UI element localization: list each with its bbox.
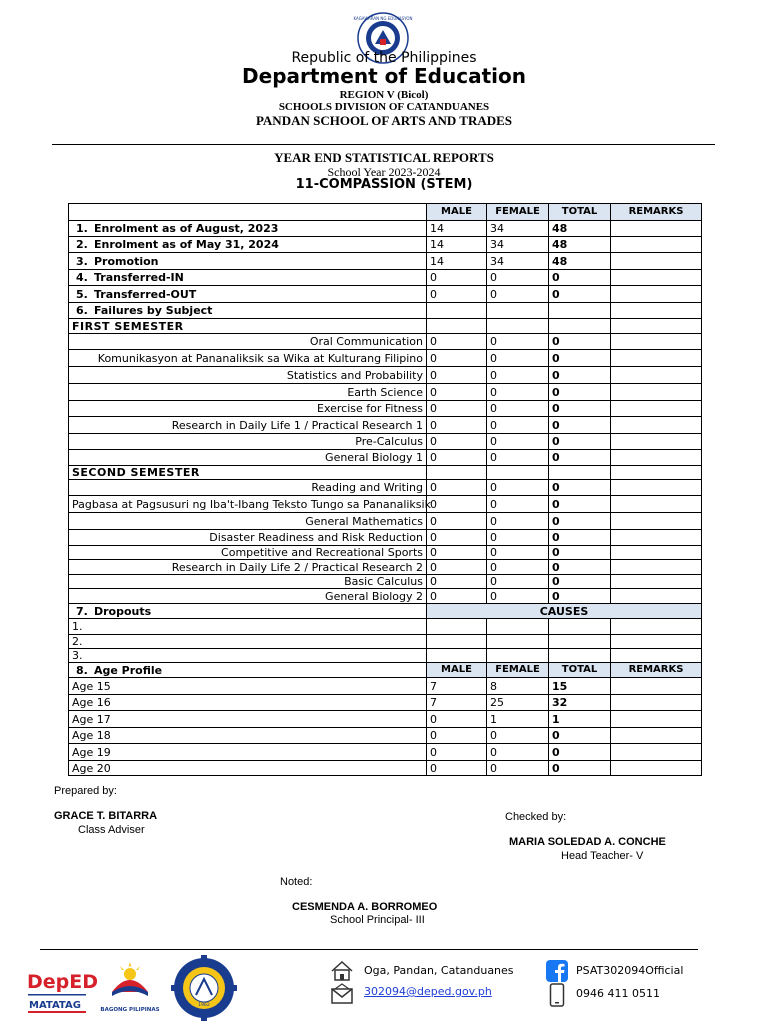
male-value: 14 — [427, 253, 487, 270]
footer-divider — [40, 949, 698, 950]
remarks-cell — [611, 695, 702, 711]
total-value: 0 — [549, 450, 611, 466]
male-value: 0 — [427, 575, 487, 589]
female-value: 34 — [487, 237, 549, 253]
empty-cell — [487, 649, 549, 663]
svg-text:1962: 1962 — [198, 1003, 210, 1008]
prepared-by-title: Class Adviser — [78, 824, 145, 836]
age-label: Age 16 — [69, 695, 427, 711]
causes-header: CAUSES — [427, 604, 702, 619]
subject-name: Exercise for Fitness — [69, 401, 427, 417]
remarks-cell — [611, 334, 702, 350]
dropout-item: 2. — [69, 635, 427, 649]
subject-row — [69, 480, 702, 496]
noted-label: Noted: — [280, 876, 313, 888]
subject-name: Basic Calculus — [69, 575, 427, 589]
table-row — [69, 221, 702, 237]
empty-cell — [549, 466, 611, 480]
total-value: 0 — [549, 530, 611, 546]
subject-row — [69, 496, 702, 513]
female-value: 34 — [487, 221, 549, 237]
subject-name: Disaster Readiness and Risk Reduction — [69, 530, 427, 546]
empty-cell — [549, 649, 611, 663]
subject-row — [69, 367, 702, 384]
item-label: Enrolment as of May 31, 2024 — [94, 238, 279, 251]
dropout-row — [69, 649, 702, 663]
female-value: 0 — [487, 513, 549, 530]
remarks-cell — [611, 480, 702, 496]
subject-name: Komunikasyon at Pananaliksik sa Wika at Kulturang Filipino — [69, 350, 427, 367]
region-text: REGION V (Bicol) — [339, 89, 429, 101]
age-row — [69, 761, 702, 776]
male-value: 0 — [427, 480, 487, 496]
item-number: 3. — [76, 254, 88, 268]
female-value: 0 — [487, 560, 549, 575]
empty-cell — [611, 635, 702, 649]
item-number: 1. — [76, 222, 88, 235]
subject-row — [69, 513, 702, 530]
male-value: 14 — [427, 221, 487, 237]
remarks-cell — [611, 761, 702, 776]
age-row — [69, 711, 702, 728]
table-row — [69, 604, 702, 619]
dropouts-label — [69, 604, 427, 619]
table-header-row — [69, 204, 702, 221]
table-row — [69, 303, 702, 319]
noted-by-title: School Principal- III — [330, 914, 425, 926]
subject-row — [69, 350, 702, 367]
total-value: 0 — [549, 546, 611, 560]
prepared-by-label: Prepared by: — [54, 785, 117, 797]
email-icon — [330, 983, 354, 1005]
empty-cell — [427, 635, 487, 649]
column-header-female: FEMALE — [487, 204, 549, 221]
remarks-cell — [611, 270, 702, 286]
empty-cell — [427, 319, 487, 334]
remarks-cell — [611, 350, 702, 367]
item-label: Transferred-OUT — [94, 287, 197, 301]
total-value: 0 — [549, 560, 611, 575]
remarks-cell — [611, 384, 702, 401]
remarks-cell — [611, 221, 702, 237]
column-header-female: FEMALE — [487, 663, 549, 678]
empty-cell — [549, 619, 611, 635]
subject-row — [69, 575, 702, 589]
subject-row — [69, 334, 702, 350]
second-semester-label: SECOND SEMESTER — [69, 466, 427, 480]
male-value: 0 — [427, 560, 487, 575]
table-row — [69, 253, 702, 270]
semester-row — [69, 319, 702, 334]
svg-text:KAGAWARAN NG EDUKASYON: KAGAWARAN NG EDUKASYON — [353, 16, 413, 21]
female-value: 0 — [487, 728, 549, 744]
row-label — [69, 237, 427, 253]
item-number: 2. — [76, 238, 88, 251]
total-value: 0 — [549, 480, 611, 496]
subject-name: Pre-Calculus — [69, 434, 427, 450]
subject-name: Oral Communication — [69, 334, 427, 350]
republic-text: Republic of the Philippines — [291, 50, 477, 66]
empty-cell — [427, 303, 487, 319]
item-label: Age Profile — [94, 663, 163, 677]
remarks-cell — [611, 589, 702, 604]
empty-cell — [611, 466, 702, 480]
semester-row — [69, 466, 702, 480]
total-value: 0 — [549, 350, 611, 367]
row-label — [69, 270, 427, 286]
male-value: 0 — [427, 286, 487, 303]
total-value: 0 — [549, 728, 611, 744]
failures-label — [69, 303, 427, 319]
subject-name: General Mathematics — [69, 513, 427, 530]
total-value: 0 — [549, 367, 611, 384]
total-value: 48 — [549, 221, 611, 237]
remarks-cell — [611, 728, 702, 744]
remarks-cell — [611, 434, 702, 450]
bagong-pilipinas-logo — [100, 958, 160, 1016]
table-row — [69, 237, 702, 253]
male-value: 0 — [427, 401, 487, 417]
subject-row — [69, 589, 702, 604]
department-title: Department of Education — [242, 64, 526, 88]
remarks-cell — [611, 744, 702, 761]
school-seal-logo — [168, 955, 240, 1021]
total-value: 32 — [549, 695, 611, 711]
female-value: 0 — [487, 401, 549, 417]
female-value: 34 — [487, 253, 549, 270]
remarks-cell — [611, 401, 702, 417]
female-value: 1 — [487, 711, 549, 728]
section-title: 11-COMPASSION (STEM) — [295, 177, 473, 192]
item-number: 7. — [76, 604, 88, 618]
svg-text:DepED: DepED — [27, 971, 99, 993]
total-value: 15 — [549, 678, 611, 695]
dropout-item: 3. — [69, 649, 427, 663]
subject-name: Reading and Writing — [69, 480, 427, 496]
subject-row — [69, 417, 702, 434]
empty-cell — [487, 319, 549, 334]
male-value: 14 — [427, 237, 487, 253]
male-value: 0 — [427, 496, 487, 513]
male-value: 0 — [427, 270, 487, 286]
female-value: 0 — [487, 530, 549, 546]
male-value: 0 — [427, 384, 487, 401]
subject-row — [69, 434, 702, 450]
total-value: 0 — [549, 761, 611, 776]
subject-row — [69, 530, 702, 546]
female-value: 0 — [487, 761, 549, 776]
female-value: 0 — [487, 744, 549, 761]
male-value: 0 — [427, 728, 487, 744]
home-icon — [330, 960, 354, 982]
item-label: Dropouts — [94, 604, 152, 618]
column-header-total: TOTAL — [549, 663, 611, 678]
male-value: 0 — [427, 350, 487, 367]
header-blank-cell — [69, 204, 427, 221]
empty-cell — [611, 303, 702, 319]
row-label — [69, 286, 427, 303]
female-value: 0 — [487, 480, 549, 496]
subject-name: Competitive and Recreational Sports — [69, 546, 427, 560]
female-value: 0 — [487, 270, 549, 286]
column-header-male: MALE — [427, 204, 487, 221]
row-label — [69, 221, 427, 237]
age-row — [69, 678, 702, 695]
total-value: 0 — [549, 575, 611, 589]
empty-cell — [487, 303, 549, 319]
subject-name: Pagbasa at Pagsusuri ng Iba't-Ibang Teksto Tungo sa Pananaliksik — [69, 496, 427, 513]
remarks-cell — [611, 253, 702, 270]
total-value: 0 — [549, 417, 611, 434]
school-name: PANDAN SCHOOL OF ARTS AND TRADES — [255, 113, 513, 128]
item-label: Transferred-IN — [94, 271, 184, 284]
empty-cell — [611, 649, 702, 663]
female-value: 0 — [487, 367, 549, 384]
remarks-cell — [611, 496, 702, 513]
subject-name: Statistics and Probability — [69, 367, 427, 384]
checked-by-name: MARIA SOLEDAD A. CONCHE — [509, 836, 666, 848]
total-value: 0 — [549, 334, 611, 350]
female-value: 0 — [487, 384, 549, 401]
female-value: 0 — [487, 450, 549, 466]
male-value: 0 — [427, 711, 487, 728]
total-value: 0 — [549, 401, 611, 417]
email-link[interactable]: 302094@deped.gov.ph — [364, 985, 492, 998]
age-label: Age 15 — [69, 678, 427, 695]
subject-name: General Biology 1 — [69, 450, 427, 466]
remarks-cell — [611, 286, 702, 303]
age-profile-label — [69, 663, 427, 678]
male-value: 0 — [427, 761, 487, 776]
prepared-by-name: GRACE T. BITARRA — [54, 810, 158, 822]
age-label: Age 17 — [69, 711, 427, 728]
empty-cell — [487, 635, 549, 649]
male-value: 0 — [427, 367, 487, 384]
male-value: 0 — [427, 546, 487, 560]
empty-cell — [611, 319, 702, 334]
male-value: 0 — [427, 450, 487, 466]
empty-cell — [427, 619, 487, 635]
remarks-cell — [611, 513, 702, 530]
subject-row — [69, 401, 702, 417]
subject-row — [69, 450, 702, 466]
total-value: 48 — [549, 237, 611, 253]
age-label: Age 18 — [69, 728, 427, 744]
total-value: 0 — [549, 434, 611, 450]
column-header-remarks: REMARKS — [611, 204, 702, 221]
female-value: 0 — [487, 575, 549, 589]
first-semester-label: FIRST SEMESTER — [69, 319, 427, 334]
item-label: Promotion — [94, 254, 159, 268]
male-value: 0 — [427, 434, 487, 450]
item-number: 6. — [76, 304, 88, 317]
female-value: 0 — [487, 496, 549, 513]
total-value: 0 — [549, 589, 611, 604]
dropout-item: 1. — [69, 619, 427, 635]
subject-row — [69, 546, 702, 560]
dropout-row — [69, 635, 702, 649]
female-value: 0 — [487, 417, 549, 434]
row-label — [69, 253, 427, 270]
empty-cell — [427, 466, 487, 480]
empty-cell — [427, 649, 487, 663]
total-value: 1 — [549, 711, 611, 728]
remarks-cell — [611, 575, 702, 589]
empty-cell — [487, 619, 549, 635]
remarks-cell — [611, 237, 702, 253]
subject-name: Research in Daily Life 1 / Practical Research 1 — [69, 417, 427, 434]
total-value: 48 — [549, 253, 611, 270]
empty-cell — [549, 303, 611, 319]
female-value: 0 — [487, 286, 549, 303]
address-text: Oga, Pandan, Catanduanes — [364, 964, 514, 977]
age-row — [69, 744, 702, 761]
report-title: YEAR END STATISTICAL REPORTS — [274, 150, 494, 165]
age-label: Age 20 — [69, 761, 427, 776]
item-number: 4. — [76, 271, 88, 284]
checked-by-title: Head Teacher- V — [561, 850, 644, 862]
male-value: 0 — [427, 334, 487, 350]
remarks-cell — [611, 530, 702, 546]
phone-icon — [549, 983, 565, 1007]
item-label: Failures by Subject — [94, 304, 213, 317]
age-row — [69, 695, 702, 711]
empty-cell — [611, 619, 702, 635]
remarks-cell — [611, 450, 702, 466]
female-value: 0 — [487, 589, 549, 604]
phone-number: 0946 411 0511 — [576, 987, 660, 1000]
column-header-male: MALE — [427, 663, 487, 678]
male-value: 0 — [427, 589, 487, 604]
remarks-cell — [611, 546, 702, 560]
checked-by-label: Checked by: — [505, 811, 567, 823]
subject-name: General Biology 2 — [69, 589, 427, 604]
header-divider — [52, 144, 715, 145]
item-number: 8. — [76, 663, 88, 677]
dropout-row — [69, 619, 702, 635]
remarks-cell — [611, 560, 702, 575]
remarks-cell — [611, 417, 702, 434]
noted-by-name: CESMENDA A. BORROMEO — [292, 901, 438, 913]
age-label: Age 19 — [69, 744, 427, 761]
empty-cell — [487, 466, 549, 480]
male-value: 0 — [427, 513, 487, 530]
age-row — [69, 728, 702, 744]
total-value: 0 — [549, 744, 611, 761]
column-header-remarks: REMARKS — [611, 663, 702, 678]
female-value: 0 — [487, 350, 549, 367]
division-text: SCHOOLS DIVISION OF CATANDUANES — [278, 101, 490, 113]
svg-text:BAGONG PILIPINAS: BAGONG PILIPINAS — [100, 1007, 160, 1013]
female-value: 0 — [487, 334, 549, 350]
remarks-cell — [611, 678, 702, 695]
total-value: 0 — [549, 496, 611, 513]
facebook-handle[interactable]: PSAT302094Official — [576, 964, 684, 977]
empty-cell — [549, 319, 611, 334]
total-value: 0 — [549, 384, 611, 401]
total-value: 0 — [549, 513, 611, 530]
age-header-row — [69, 663, 702, 678]
table-row — [69, 286, 702, 303]
svg-text:MATATAG: MATATAG — [29, 1000, 81, 1011]
female-value: 25 — [487, 695, 549, 711]
subject-row — [69, 384, 702, 401]
male-value: 0 — [427, 744, 487, 761]
total-value: 0 — [549, 286, 611, 303]
male-value: 7 — [427, 695, 487, 711]
column-header-total: TOTAL — [549, 204, 611, 221]
subject-name: Research in Daily Life 2 / Practical Research 2 — [69, 560, 427, 575]
female-value: 0 — [487, 546, 549, 560]
remarks-cell — [611, 711, 702, 728]
table-row — [69, 270, 702, 286]
female-value: 0 — [487, 434, 549, 450]
empty-cell — [549, 635, 611, 649]
statistics-table — [68, 203, 702, 776]
facebook-icon — [546, 960, 568, 982]
female-value: 8 — [487, 678, 549, 695]
remarks-cell — [611, 367, 702, 384]
school-year: School Year 2023-2024 — [327, 165, 441, 179]
item-number: 5. — [76, 287, 88, 301]
subject-name: Earth Science — [69, 384, 427, 401]
total-value: 0 — [549, 270, 611, 286]
deped-matatag-logo — [24, 960, 99, 1016]
item-label: Enrolment as of August, 2023 — [94, 222, 279, 235]
subject-row — [69, 560, 702, 575]
male-value: 0 — [427, 417, 487, 434]
male-value: 0 — [427, 530, 487, 546]
male-value: 7 — [427, 678, 487, 695]
